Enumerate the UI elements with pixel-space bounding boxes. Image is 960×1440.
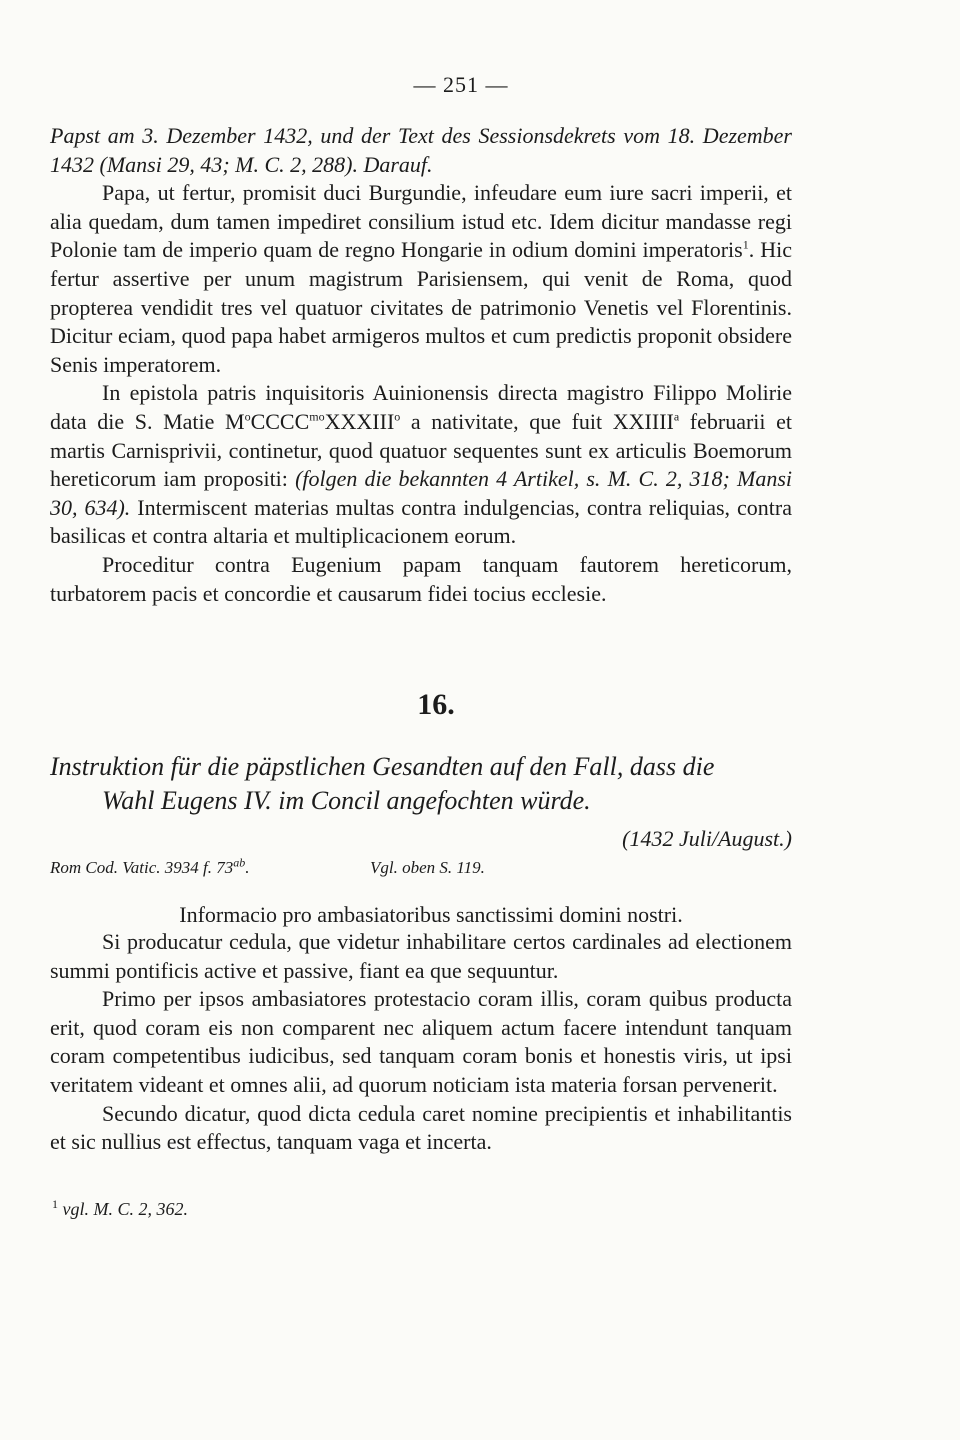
section-date: (1432 Juli/August.) [622,826,792,852]
paragraph-2-sup-4: a [673,409,680,424]
intro-text: Papst am 3. Dezember 1432, und der Text des Sessionsdekrets vom 18. Dezember 1432 (Mansi 29, 43; M. C. 2, 288). Darauf. [50,123,792,177]
paragraph-2-text-e: februarii et martis Carnisprivii, continetur, quod quatuor sequentes sunt ex articulis Boemorum hereticorum iam propositi: [50,408,792,492]
section-title-line-2: Wahl Eugens IV. im Concil angefochten würde. [102,786,591,816]
paragraph-5: Primo per ipsos ambasiatores protestacio coram illis, coram quibus producta erit, quod coram eis non comparent nec aliquem actum facere intendunt tanquam coram competentibus iudicibus, sed tanquam coram bonis et honestis viris, ut ipsi veritatem videant et omnes alii, ad quorum noticiam ista materia forsan pervenerit. [50,986,792,1098]
section-title [50,750,792,818]
document-heading: Informacio pro ambasiatoribus sanctissimi domini nostri. [179,902,683,928]
source-manuscript-end: . [245,858,250,878]
section-number: 16. [417,688,455,722]
page-number: — 251 — [413,72,509,97]
paragraph-2-italic-reference: (folgen die bekannten 4 Artikel, s. M. C. 2, 318; Mansi 30, 634). [50,466,792,520]
paragraph-6: Secundo dicatur, quod dicta cedula caret nomine precipientis et inhabilitantis et sic nullius est effectus, tanquam vaga et incerta. [50,1100,792,1155]
footnote-marker: 1 [52,1196,58,1211]
paragraph-2-text-c: XXXIII [324,408,395,434]
paragraph-2-sup-1: o [244,409,251,424]
section-title-line-1: Instruktion für die päpstlichen Gesandten auf den Fall, dass die [50,752,715,782]
paragraph-2-text-b: CCCC [250,408,310,434]
footnote-text: vgl. M. C. 2, 362. [58,1198,188,1219]
document-page [50,72,792,1220]
paragraph-1 [50,179,792,379]
paragraph-2-text-f: Intermiscent materias multas contra indulgencias, contra reliquias, contra basilicas et contra altaria et multiplicacionem eorum. [50,494,792,549]
source-manuscript-text: Rom Cod. Vatic. 3934 f. 73 [50,858,234,878]
source-manuscript-sup: ab [233,855,246,870]
paragraph-1-text-a: Papa, ut fertur, promisit duci Burgundie, infeudare eum iure sacri imperii, et alia quedam, dum tamen impediret consilium istud etc. Idem dicitur mandasse regi Polonie tam de imperio quam de regno Hongarie in odium domini imperatoris [50,180,792,263]
source-references [50,855,792,878]
source-manuscript [50,855,370,878]
footnote-ref-1: 1 [742,238,749,253]
source-cross-reference: Vgl. oben S. 119. [370,858,485,878]
paragraph-4: Si producatur cedula, que videtur inhabilitare certos cardinales ad electionem summi pontificis active et passive, fiant ea que sequuntur. [50,929,792,983]
footnote [50,1196,792,1220]
paragraph-1-text-b: . Hic fertur assertive per unum magistrum Parisiensem, qui venit de Roma, quod propterea vendidit tres vel quatuor civitates de patrimonio Venetis vel Florentinis. Dicitur eciam, quod papa habet armigeros multos et cum predictis proponit obsidere Senis imperatorem. [50,237,792,377]
paragraph-2 [50,379,792,551]
paragraph-3: Proceditur contra Eugenium papam tanquam fautorem hereticorum, turbatorem pacis et concordie et causarum fidei tocius ecclesie. [50,551,792,606]
paragraph-2-sup-3: o [394,409,401,424]
paragraph-2-sup-2: mo [309,409,325,424]
paragraph-2-text-a: In epistola patris inquisitoris Auinionensis directa magistro Filippo Molirie data die S. Matie M [50,380,792,434]
paragraph-2-text-d: a nativitate, que fuit XXIIII [400,408,674,434]
